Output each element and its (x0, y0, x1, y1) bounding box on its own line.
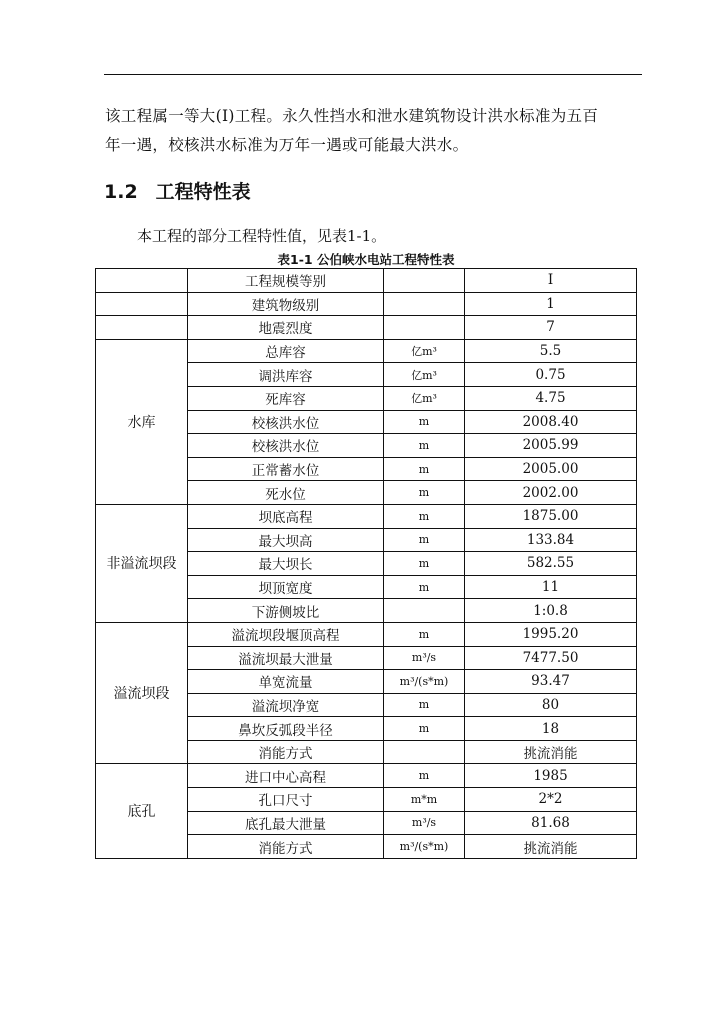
row-unit-cell (384, 316, 465, 340)
table-row (96, 622, 637, 646)
row-value-cell: Ⅰ (465, 269, 637, 293)
row-value-cell: 93.47 (465, 670, 637, 694)
row-unit-cell: m (384, 410, 465, 434)
row-unit-cell: m³/s (384, 646, 465, 670)
row-unit-cell: m (384, 764, 465, 788)
table-intro-text: 本工程的部分工程特性值，见表1-1。 (137, 227, 387, 245)
row-group-cell (96, 292, 188, 316)
row-value-cell: 11 (465, 575, 637, 599)
row-value-cell: 挑流消能 (465, 835, 637, 859)
row-unit-cell: m (384, 481, 465, 505)
table-row (96, 764, 637, 788)
row-group-cell: 水库 (96, 339, 188, 504)
row-item-cell: 总库容 (188, 339, 384, 363)
row-group-cell (96, 316, 188, 340)
table-row (96, 292, 637, 316)
row-value-cell: 18 (465, 717, 637, 741)
row-unit-cell: m (384, 575, 465, 599)
row-group-cell: 底孔 (96, 764, 188, 858)
row-item-cell: 下游侧坡比 (188, 599, 384, 623)
section-heading (104, 177, 251, 204)
row-value-cell: 1875.00 (465, 504, 637, 528)
row-unit-cell: m (384, 504, 465, 528)
table-row (96, 504, 637, 528)
row-value-cell: 582.55 (465, 552, 637, 576)
row-unit-cell: 亿m³ (384, 363, 465, 387)
row-unit-cell (384, 740, 465, 764)
row-item-cell: 坝底高程 (188, 504, 384, 528)
row-unit-cell (384, 269, 465, 293)
row-unit-cell: m (384, 552, 465, 576)
row-value-cell: 80 (465, 693, 637, 717)
paragraph-line-1: 该工程属一等大(Ⅰ)工程。永久性挡水和泄水建筑物设计洪水标准为五百 (105, 107, 599, 125)
table-caption: 表1-1 公伯峡水电站工程特性表 (277, 252, 455, 267)
row-unit-cell (384, 292, 465, 316)
table-row (96, 339, 637, 363)
row-item-cell: 调洪库容 (188, 363, 384, 387)
row-item-cell: 校核洪水位 (188, 434, 384, 458)
row-value-cell: 0.75 (465, 363, 637, 387)
row-value-cell: 2*2 (465, 788, 637, 812)
row-unit-cell: m³/(s*m) (384, 835, 465, 859)
row-value-cell: 1 (465, 292, 637, 316)
row-unit-cell: m³/s (384, 811, 465, 835)
row-unit-cell: m (384, 717, 465, 741)
characteristics-table (95, 268, 637, 859)
row-item-cell: 消能方式 (188, 740, 384, 764)
row-item-cell: 消能方式 (188, 835, 384, 859)
row-item-cell: 最大坝高 (188, 528, 384, 552)
row-unit-cell: 亿m³ (384, 386, 465, 410)
row-value-cell: 5.5 (465, 339, 637, 363)
row-value-cell: 81.68 (465, 811, 637, 835)
row-unit-cell: m (384, 434, 465, 458)
row-item-cell: 鼻坎反弧段半径 (188, 717, 384, 741)
row-group-cell: 非溢流坝段 (96, 504, 188, 622)
paragraph-line-2: 年一遇，校核洪水标准为万年一遇或可能最大洪水。 (105, 136, 469, 154)
row-item-cell: 地震烈度 (188, 316, 384, 340)
row-item-cell: 孔口尺寸 (188, 788, 384, 812)
table-body (96, 269, 637, 859)
row-value-cell: 133.84 (465, 528, 637, 552)
header-rule (104, 74, 642, 75)
section-title: 工程特性表 (155, 181, 251, 203)
row-item-cell: 工程规模等别 (188, 269, 384, 293)
row-group-cell (96, 269, 188, 293)
row-item-cell: 进口中心高程 (188, 764, 384, 788)
row-value-cell: 挑流消能 (465, 740, 637, 764)
row-value-cell: 1985 (465, 764, 637, 788)
table-row (96, 269, 637, 293)
row-item-cell: 溢流坝净宽 (188, 693, 384, 717)
row-item-cell: 最大坝长 (188, 552, 384, 576)
row-value-cell: 2008.40 (465, 410, 637, 434)
row-item-cell: 坝顶宽度 (188, 575, 384, 599)
row-unit-cell: m (384, 693, 465, 717)
row-value-cell: 1995.20 (465, 622, 637, 646)
row-unit-cell: m (384, 528, 465, 552)
row-item-cell: 底孔最大泄量 (188, 811, 384, 835)
table-row (96, 316, 637, 340)
row-value-cell: 7 (465, 316, 637, 340)
row-item-cell: 死水位 (188, 481, 384, 505)
row-item-cell: 正常蓄水位 (188, 457, 384, 481)
row-item-cell: 溢流坝最大泄量 (188, 646, 384, 670)
row-unit-cell: m (384, 457, 465, 481)
row-value-cell: 2005.00 (465, 457, 637, 481)
row-item-cell: 死库容 (188, 386, 384, 410)
row-value-cell: 4.75 (465, 386, 637, 410)
row-value-cell: 7477.50 (465, 646, 637, 670)
row-unit-cell (384, 599, 465, 623)
row-value-cell: 1:0.8 (465, 599, 637, 623)
section-number: 1.2 (104, 181, 138, 203)
intro-paragraph (105, 102, 650, 160)
row-value-cell: 2002.00 (465, 481, 637, 505)
row-unit-cell: m³/(s*m) (384, 670, 465, 694)
row-item-cell: 校核洪水位 (188, 410, 384, 434)
row-unit-cell: m (384, 622, 465, 646)
row-group-cell: 溢流坝段 (96, 622, 188, 764)
row-item-cell: 单宽流量 (188, 670, 384, 694)
row-item-cell: 溢流坝段堰顶高程 (188, 622, 384, 646)
row-item-cell: 建筑物级别 (188, 292, 384, 316)
row-unit-cell: 亿m³ (384, 339, 465, 363)
row-value-cell: 2005.99 (465, 434, 637, 458)
row-unit-cell: m*m (384, 788, 465, 812)
